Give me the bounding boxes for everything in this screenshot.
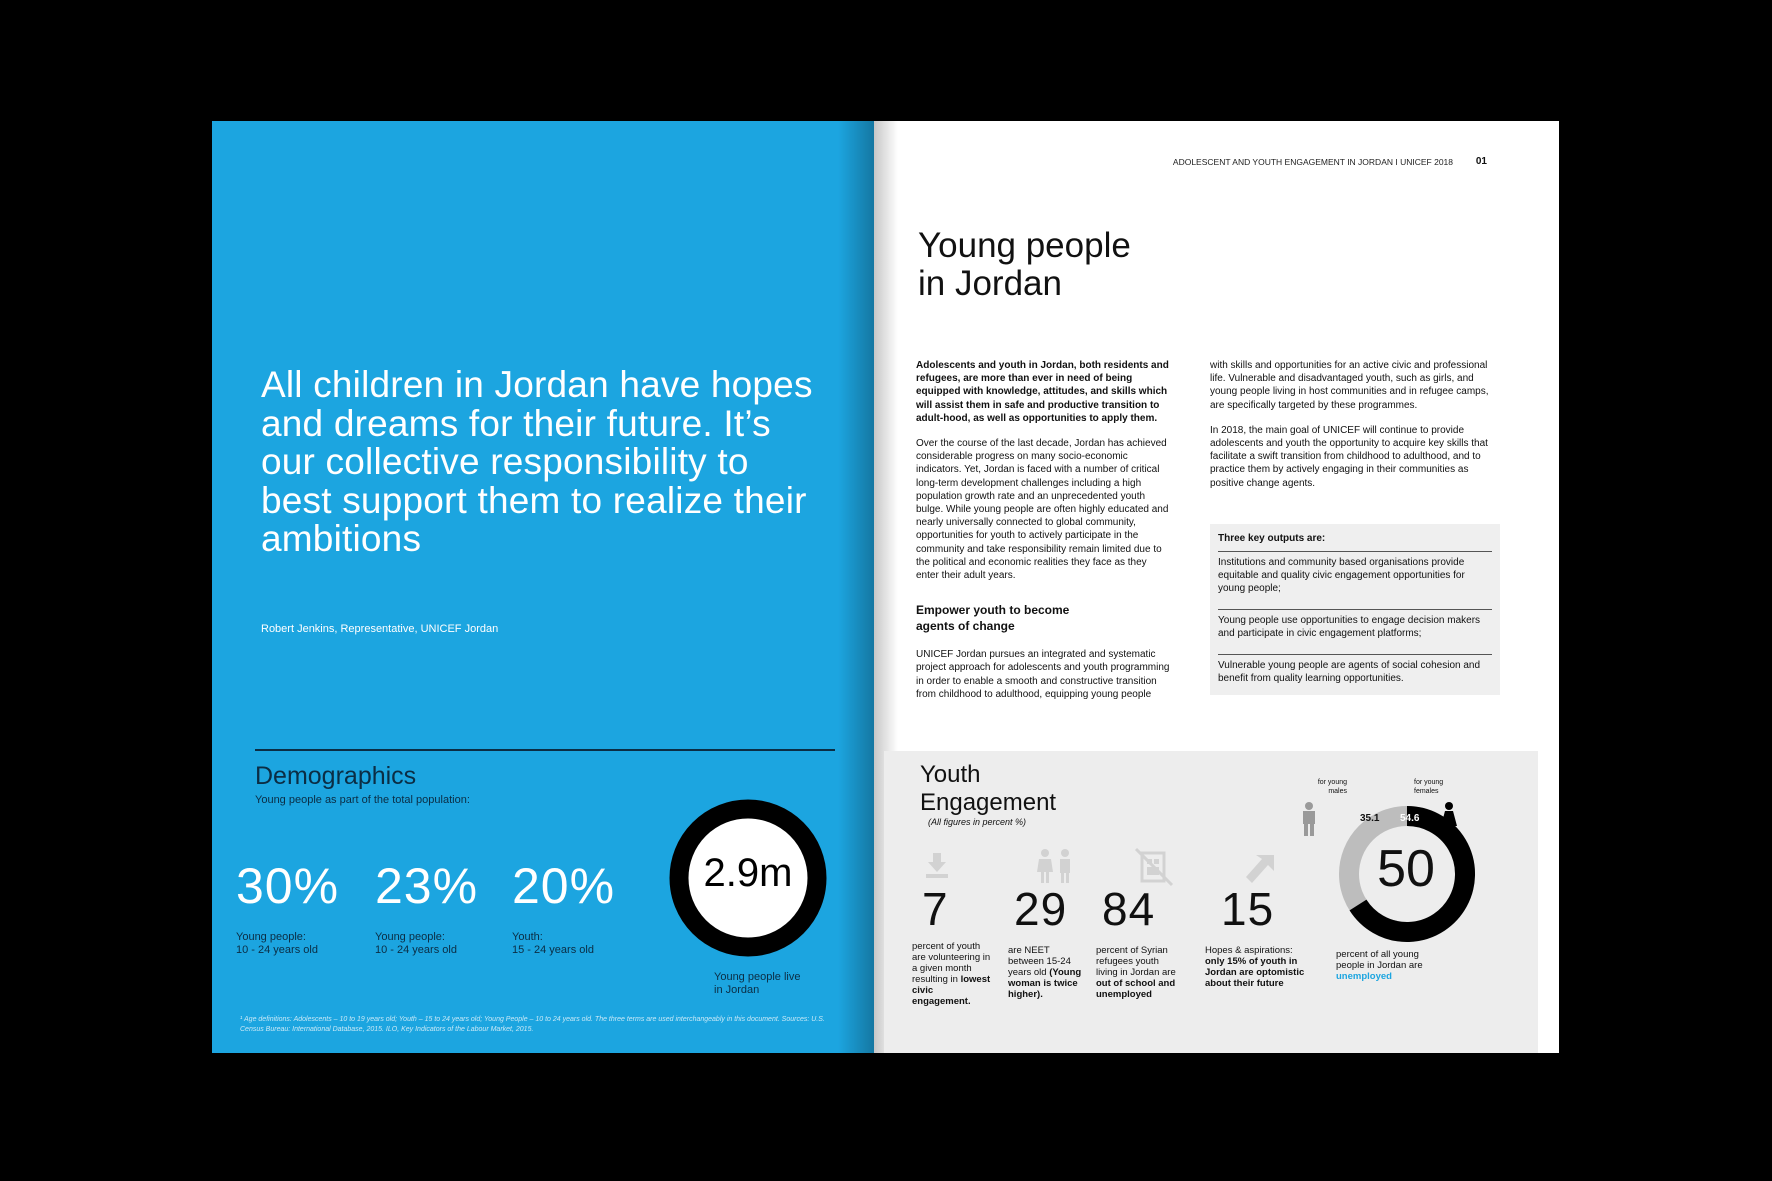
demographic-stat (236, 858, 340, 957)
female-caption: for young females (1414, 779, 1444, 795)
gutter-shade (838, 121, 874, 1053)
youth-stat-label: percent of Syrian refugees youth living in Jordan are out of school and unemployed (1096, 945, 1176, 1000)
page-title: Young people in Jordan (918, 226, 1131, 303)
stat-label: Young people: 10 - 24 years old (375, 931, 457, 956)
youth-stat-value: 15 (1221, 883, 1275, 935)
stat-value: 20% (512, 858, 616, 914)
body-paragraph: Over the course of the last decade, Jordan has achieved considerable progress on many socio-economic indicators. Yet, Jordan is faced with a number of critical long-term development challenges including a high population growth rate and an unprecedented youth bulge. While young people are often highly educated and nearly universally connected to global community, opportunities for youth to actively participate in the community and take responsibility remain limited due to the political and economic realities they face as they enter their adult years. (916, 438, 1169, 582)
body-paragraph: UNICEF Jordan pursues an integrated and systematic project approach for adolescents and youth programming in order to enable a smooth and constructive transition from childhood to adulthood, equipping young people (916, 649, 1170, 700)
key-outputs-heading: Three key outputs are: (1218, 533, 1326, 544)
stat-label: Youth: 15 - 24 years old (512, 931, 594, 956)
unemployment-value: 50 (1377, 840, 1435, 898)
section-divider (255, 749, 835, 751)
youth-stat-label: Hopes & aspirations: only 15% of youth in Jordan are optomistic about their future (1205, 945, 1305, 989)
page-number: 01 (1475, 156, 1487, 167)
demographics-subtitle: Young people as part of the total population: (255, 794, 470, 806)
youth-engagement-title: Youth Engagement (920, 761, 1057, 816)
pull-quote: All children in Jordan have hopes and dreams for their future. It’s our collective responsibility to best support them to realize their ambitions (261, 364, 813, 559)
key-output-item: Vulnerable young people are agents of social cohesion and benefit from quality learning opportunities. (1218, 654, 1492, 685)
key-output-item: Institutions and community based organisations provide equitable and quality civic engagement opportunities for young people; (1218, 551, 1492, 609)
stat-value: 30% (236, 858, 340, 914)
quote-attribution: Robert Jenkins, Representative, UNICEF Jordan (261, 623, 499, 635)
male-icon (1300, 802, 1318, 836)
key-output-item: Young people use opportunities to engage decision makers and participate in civic engagement platforms; (1218, 609, 1492, 654)
lead-paragraph: Adolescents and youth in Jordan, both residents and refugees, are more than ever in need of being equipped with knowledge, attitudes, and skills which will assist them in safe and productive transition to adult-hood, as well as opportunities to apply them. (916, 360, 1169, 424)
figures-note: (All figures in percent %) (928, 817, 1027, 827)
youth-engagement-panel (884, 751, 1538, 1053)
arrow-up-icon (1242, 853, 1276, 887)
brochure-spread (212, 121, 1559, 1053)
text-column-1 (916, 359, 1170, 713)
female-value: 54.6 (1400, 813, 1420, 824)
footnote: ¹ Age definitions: Adolescents – 10 to 19 years old; Youth – 15 to 24 years old; Young People – 10 to 24 years old. The three terms are used interchangeably in this document. Sources: U.S. Census Bureau: International Database, 2015. ILO, Key Indicators of the Labour Market, 2015. (240, 1016, 825, 1033)
school-crossed-icon (1134, 847, 1174, 887)
youth-stat-label: are NEET between 15-24 years old (Young woman is twice higher). (1008, 945, 1082, 1000)
left-page (212, 121, 874, 1053)
youth-stat-value: 7 (922, 883, 949, 935)
stat-label: Young people: 10 - 24 years old (236, 931, 318, 956)
donut-label: Young people live in Jordan (714, 971, 801, 996)
demographic-stat (512, 858, 616, 957)
body-paragraph: with skills and opportunities for an active civic and professional life. Vulnerable and disadvantaged youth, such as girls, and young people living in host communities and in refugee camps, are specifically targeted by these programmes. (1210, 360, 1489, 411)
stat-value: 23% (375, 858, 479, 914)
right-page (874, 121, 1559, 1053)
demographic-stat (375, 858, 479, 957)
body-paragraph: In 2018, the main goal of UNICEF will continue to provide adolescents and youth the opportunity to acquire key skills that facilitate a swift transition from childhood to adulthood, and to practice them by actively engaging in their communities as positive change agents. (1210, 424, 1488, 489)
male-value: 35.1 (1360, 813, 1380, 824)
youth-stat-label: percent of youth are volunteering in a given month resulting in lowest civic engagement. (912, 941, 991, 1007)
demographics-title: Demographics (255, 762, 417, 790)
key-outputs-box (1210, 524, 1500, 695)
youth-stat-value: 84 (1102, 883, 1156, 935)
female-icon (1440, 802, 1458, 836)
donut-value: 2.9m (703, 851, 793, 895)
unemployment-label: percent of all young people in Jordan are unemployed (1336, 949, 1423, 982)
male-caption: for young males (1317, 779, 1347, 795)
download-icon (924, 851, 950, 879)
text-column-2 (1210, 359, 1494, 502)
youth-stat-value: 29 (1014, 883, 1068, 935)
running-head: ADOLESCENT AND YOUTH ENGAGEMENT IN JORDAN I UNICEF 2018 (1172, 157, 1453, 167)
section-subheading: Empower youth to become agents of change (916, 603, 1070, 634)
people-icon (1034, 848, 1076, 884)
